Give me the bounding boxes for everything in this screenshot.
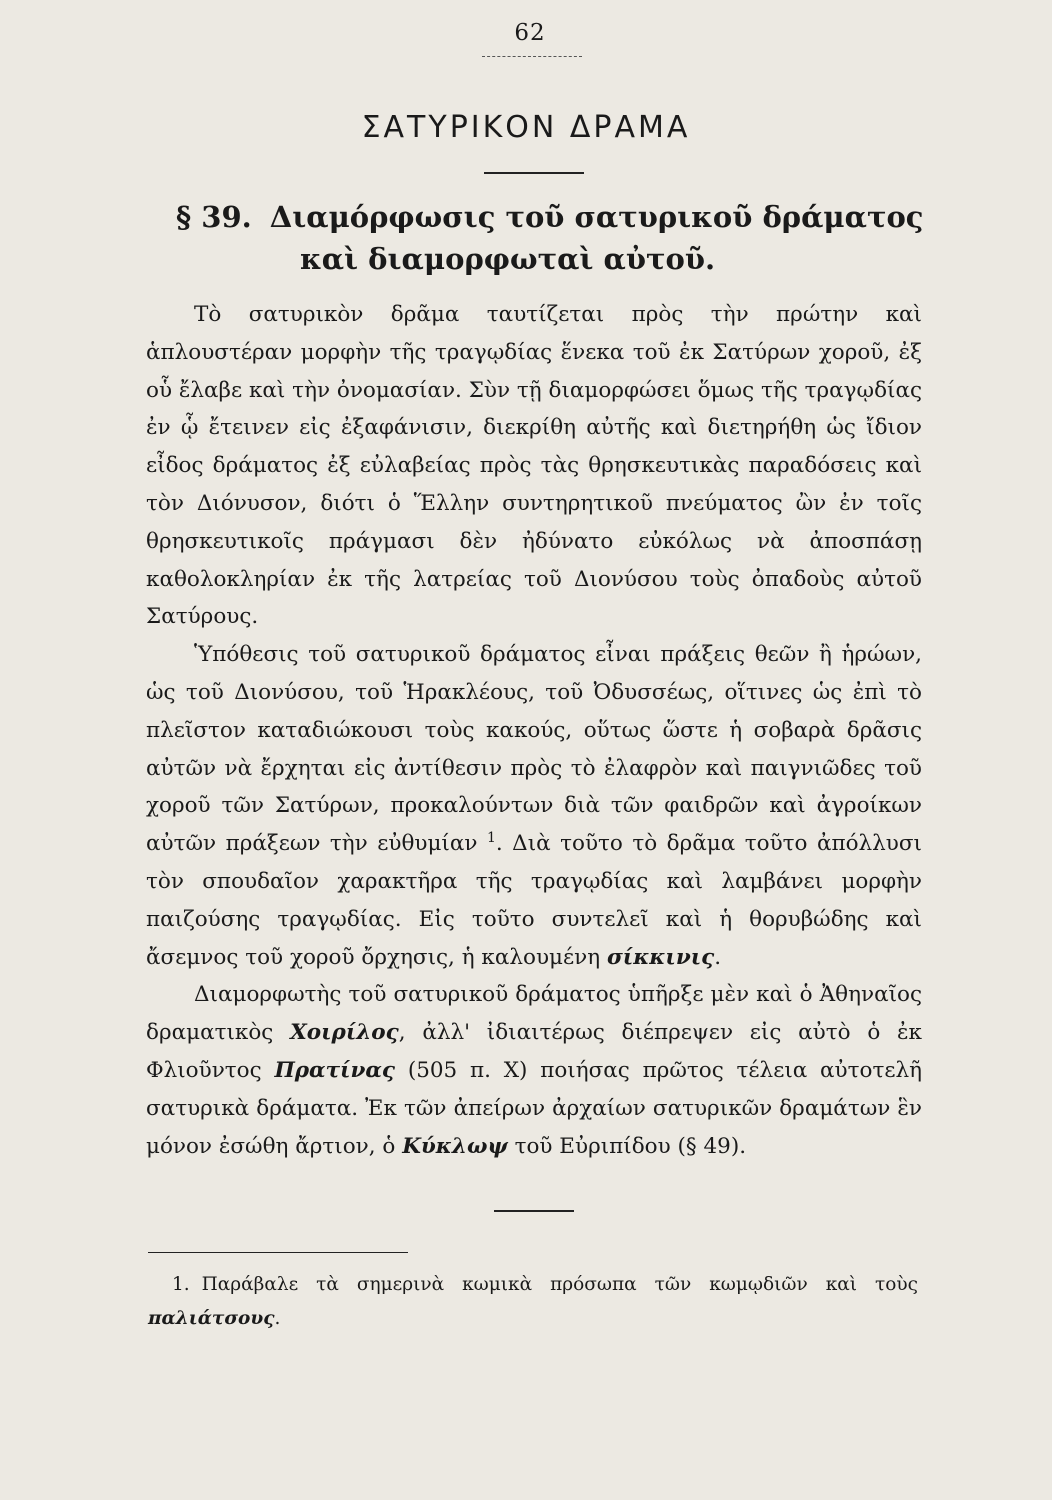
footnote-rule [148, 1252, 408, 1253]
footnote-reference: 1 [486, 830, 496, 846]
section-heading-line2: καὶ διαμορφωταὶ αὐτοῦ. [300, 242, 716, 276]
body-text [146, 296, 922, 1165]
page-number: 62 [514, 20, 546, 46]
end-rule [494, 1210, 574, 1212]
footnote-end: . [274, 1308, 281, 1329]
section-heading [176, 196, 936, 280]
section-heading-line1: Διαμόρφωσις τοῦ σατυρικοῦ δράματος [269, 200, 924, 234]
paragraph-1: Τὸ σατυρικὸν δρᾶμα ταυτίζεται πρὸς τὴν πρώτην καὶ ἁπλουστέραν μορφὴν τῆς τραγῳδίας ἕνεκα τοῦ ἐκ Σατύρων χοροῦ, ἐξ οὗ ἔλαβε καὶ τὴν ὀνομασίαν. Σὺν τῇ διαμορφώσει ὅμως τῆς τραγῳδίας ἐν ᾧ ἔτεινεν εἰς ἐξαφάνισιν, διεκρίθη αὐτῆς καὶ διετηρήθη ὡς ἴδιον εἶδος δράματος ἐξ εὐλαβείας πρὸς τὰς θρησκευτικὰς παραδόσεις καὶ τὸν Διόνυσον, διότι ὁ Ἕλλην συντηρητικοῦ πνεύματος ὢν ἐν τοῖς θρησκευτικοῖς πράγμασι δὲν ἠδύνατο εὐκόλως νὰ ἀποσπάσῃ καθολοκληρίαν ἐκ τῆς λατρείας τοῦ Διονύσου τοὺς ὀπαδοὺς αὐτοῦ Σατύρους. [146, 302, 922, 630]
footnote-text: Παράβαλε τὰ σημερινὰ κωμικὰ πρόσωπα τῶν κωμῳδιῶν καὶ τοὺς [201, 1274, 918, 1295]
paragraph-2-text-cont: . Διὰ τοῦτο τὸ δρᾶμα τοῦτο ἀπόλλυσι τὸν σπουδαῖον χαρακτῆρα τῆς τραγῳδίας καὶ λαμβάνει μορφὴν παιζούσης τραγῳδίας. Εἰς τοῦτο συντελεῖ καὶ ἡ θορυβώδης καὶ ἄσεμνος τοῦ χοροῦ ὄρχησις, ἡ καλουμένη [146, 831, 922, 970]
footnote-term: παλιάτσους [148, 1308, 275, 1329]
paragraph-3-text-1: Διαμορφωτὴς τοῦ σατυρικοῦ δράματος ὑπῆρξε μὲν καὶ ὁ Ἀθηναῖος δραματικὸς [146, 982, 922, 1046]
chapter-title: ΣΑΤΥΡΙΚΟΝ ΔΡΑΜΑ [361, 110, 691, 145]
footnote [148, 1268, 918, 1336]
name-pratinas: Πρατίνας [274, 1057, 396, 1083]
paragraph-3-text-4: τοῦ Εὐριπίδου (§ 49). [514, 1133, 747, 1159]
footnote-marker: 1. [172, 1274, 190, 1295]
term-sikkinis: σίκκινις [606, 944, 715, 970]
paragraph-2-text: Ὑπόθεσις τοῦ σατυρικοῦ δράματος εἶναι πράξεις θεῶν ἢ ἡρώων, ὡς τοῦ Διονύσου, τοῦ Ἡρακλέους, τοῦ Ὀδυσσέως, οἵτινες ὡς ἐπὶ τὸ πλεῖστον καταδιώκουσι τοὺς κακούς, οὕτως ὥστε ἡ σοβαρὰ δρᾶσις αὐτῶν νὰ ἔρχηται εἰς ἀντίθεσιν πρὸς τὸ ἐλαφρὸν καὶ παιγνιῶδες τοῦ χοροῦ τῶν Σατύρων, προκαλούντων διὰ τῶν φαιδρῶν καὶ ἀγροίκων αὐτῶν πράξεων τὴν εὐθυμίαν [146, 642, 922, 857]
section-number: § 39. [176, 200, 252, 234]
paragraph-2 [146, 636, 922, 976]
name-kyklops: Κύκλωψ [402, 1133, 508, 1159]
paragraph-3 [146, 976, 922, 1165]
paragraph-3-text-2: , ἀλλ' ἰδιαιτέρως διέπρεψεν εἰς αὐτὸ ὁ ἐκ Φλιοῦντος [146, 1020, 922, 1083]
paragraph-3-text-3: (505 π. Χ) ποιήσας πρῶτος τέλεια αὐτοτελῆ σατυρικὰ δράματα. Ἐκ τῶν ἀπείρων ἀρχαίων σατυρικῶν δραμάτων ἓν μόνον ἐσώθη ἄρτιον, ὁ [146, 1057, 923, 1159]
name-choirilos: Χοιρίλος [290, 1020, 399, 1046]
page-number-rule [482, 56, 582, 57]
paragraph-2-end: . [714, 944, 722, 970]
title-rule [484, 172, 584, 174]
